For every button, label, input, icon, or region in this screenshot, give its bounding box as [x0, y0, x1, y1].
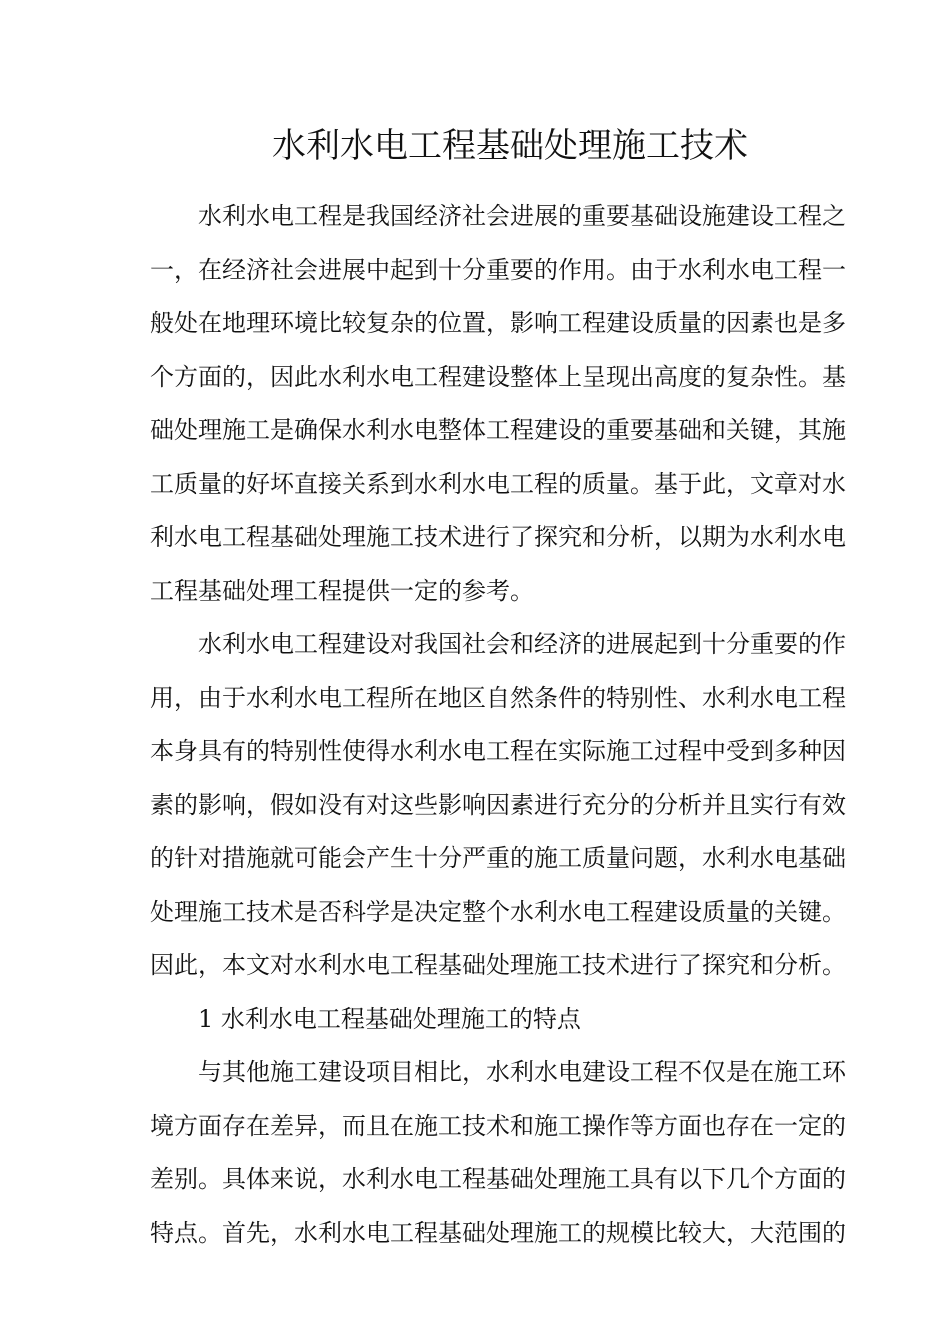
paragraph-3-line-2: 境方面存在差异，而且在施工技术和施工操作等方面也存在一定的 — [150, 1111, 846, 1140]
paragraph-3-line-3: 差别。具体来说，水利水电工程基础处理施工具有以下几个方面的 — [150, 1165, 846, 1193]
paragraph-1-line-4: 个方面的，因此水利水电工程建设整体上呈现出高度的复杂性。基 — [150, 362, 846, 391]
paragraph-2-line-2: 用，由于水利水电工程所在地区自然条件的特别性、水利水电工程 — [150, 683, 846, 712]
paragraph-2-line-1: 水利水电工程建设对我国社会和经济的进展起到十分重要的作 — [198, 630, 846, 658]
paragraph-2-line-6: 处理施工技术是否科学是决定整个水利水电工程建设质量的关键。 — [150, 897, 846, 926]
paragraph-2-line-7: 因此，本文对水利水电工程基础处理施工技术进行了探究和分析。 — [150, 951, 846, 979]
paragraph-2-line-5: 的针对措施就可能会产生十分严重的施工质量问题，水利水电基础 — [150, 844, 846, 872]
document-title: 水利水电工程基础处理施工技术 — [272, 126, 748, 166]
paragraph-1-line-7: 利水电工程基础处理施工技术进行了探究和分析，以期为水利水电 — [150, 523, 846, 551]
paragraph-1-line-5: 础处理施工是确保水利水电整体工程建设的重要基础和关键，其施 — [150, 416, 846, 444]
paragraph-3-line-1: 与其他施工建设项目相比，水利水电建设工程不仅是在施工环 — [198, 1058, 846, 1086]
paragraph-1-line-6: 工质量的好坏直接关系到水利水电工程的质量。基于此，文章对水 — [150, 469, 846, 498]
paragraph-2-line-3: 本身具有的特别性使得水利水电工程在实际施工过程中受到多种因 — [150, 737, 846, 765]
section-heading-1: 1 水利水电工程基础处理施工的特点 — [198, 1004, 581, 1033]
paragraph-1-line-3: 般处在地理环境比较复杂的位置，影响工程建设质量的因素也是多 — [150, 309, 846, 337]
document-body — [150, 190, 846, 1260]
paragraph-3-line-4: 特点。首先，水利水电工程基础处理施工的规模比较大，大范围的 — [150, 1218, 846, 1247]
paragraph-1-line-1: 水利水电工程是我国经济社会进展的重要基础设施建设工程之 — [198, 202, 846, 230]
paragraph-1-line-8: 工程基础处理工程提供一定的参考。 — [150, 576, 534, 605]
paragraph-2-line-4: 素的影响，假如没有对这些影响因素进行充分的分析并且实行有效 — [150, 790, 846, 819]
paragraph-1-line-2: 一，在经济社会进展中起到十分重要的作用。由于水利水电工程一 — [150, 255, 846, 284]
